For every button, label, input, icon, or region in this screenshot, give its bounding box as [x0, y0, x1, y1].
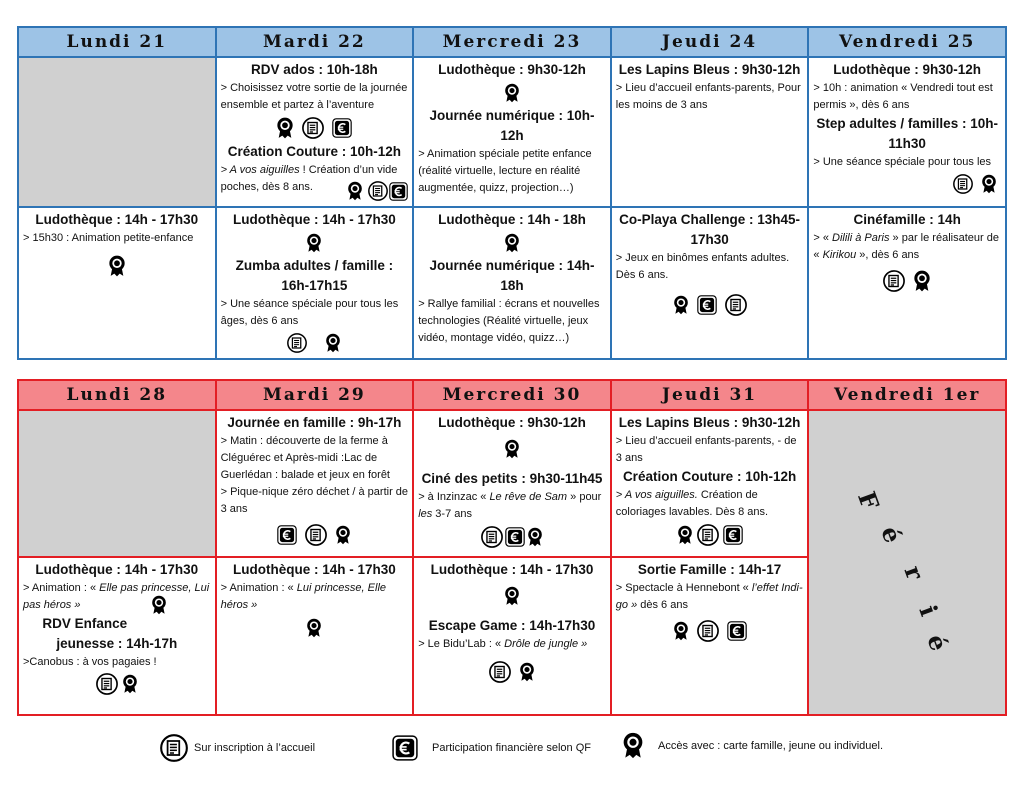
registration-form-icon: [697, 620, 719, 642]
cell-mercredi-30-afternoon: [413, 557, 611, 715]
cell-lundi-28-afternoon: [18, 557, 216, 715]
event-icons: [418, 586, 606, 606]
membership-badge-icon: [504, 439, 520, 459]
event-icons: [418, 83, 606, 103]
event-icons: [418, 439, 606, 459]
event-description: > à Inzinzac « Le rêve de Sam » pour les 3-7 ans: [418, 491, 602, 520]
event-title: Step adultes / familles : 10h-11h30: [816, 116, 998, 151]
euro-icon: [505, 527, 525, 547]
event-description: > Choisissez votre sortie de la journée ensemble et partez à l’aventure: [220, 82, 408, 111]
event-icons: [221, 333, 409, 353]
legend-inscription-label: Sur inscription à l’accueil: [194, 742, 316, 754]
event-title: Ludothèque : 9h30-12h: [833, 62, 982, 77]
day-header-mardi-22: Mardi 22: [216, 27, 414, 57]
event-description: > 15h30 : Animation petite-enfance: [23, 232, 194, 244]
cell-mercredi-30-morning: [413, 410, 611, 557]
membership-badge-icon: [108, 255, 126, 277]
event-icons: [616, 524, 804, 546]
membership-badge-icon: [981, 174, 997, 194]
holiday-letter: i: [913, 601, 944, 620]
event-icons: [23, 255, 211, 277]
membership-badge-icon: [527, 527, 543, 547]
event-title: Co-Playa Challenge : 13h45-17h30: [619, 212, 800, 247]
event-title: Ludothèque : 9h30-12h: [438, 415, 586, 430]
event-title: Escape Game : 14h-17h30: [428, 618, 596, 633]
holiday-letter: é: [921, 630, 954, 655]
membership-badge-icon: [673, 621, 689, 641]
euro-icon: [332, 118, 352, 138]
cell-mercredi-23-afternoon: [413, 207, 611, 359]
event-title: Ludothèque : 14h - 17h30: [35, 562, 199, 577]
event-icons: [221, 117, 409, 139]
event-title: Sortie Famille : 14h-17: [637, 562, 782, 577]
day-header-mardi-29: Mardi 29: [216, 380, 414, 410]
event-title: Création Couture : 10h-12h: [622, 469, 797, 484]
cell-vendredi-25-afternoon: [808, 207, 1006, 359]
day-header-lundi-21: Lundi 21: [18, 27, 216, 57]
event-description: > Spectacle à Hennebont « l’effet Indi-go » dès 6 ans: [615, 582, 803, 611]
event-title: Journée numérique : 10h-12h: [429, 108, 595, 143]
event-description: > Le Bidu’Lab : « Drôle de jungle »: [418, 638, 588, 650]
event-description: > Matin : découverte de la ferme à Cléguérec et Après-midi :Lac de Guerlédan : balade et jeux en forêt: [220, 435, 390, 481]
day-header-jeudi-24: Jeudi 24: [611, 27, 809, 57]
event-title: RDV ados : 10h-18h: [251, 62, 378, 77]
membership-badge-icon: [504, 83, 520, 103]
membership-badge-icon: [504, 586, 520, 606]
registration-form-icon: [160, 734, 188, 762]
event-description: > Une séance spéciale pour tous les: [813, 156, 992, 168]
week1-header-row: [18, 27, 1006, 57]
legend-participation: [392, 735, 591, 761]
day-header-mercredi-30: Mercredi 30: [413, 380, 611, 410]
cell-lundi-21-afternoon: [18, 207, 216, 359]
membership-badge-icon: [335, 525, 351, 545]
week2-header-row: [18, 380, 1006, 410]
cell-jeudi-24-morning: [611, 57, 809, 207]
membership-badge-icon: [913, 270, 931, 292]
cell-mardi-29-afternoon: [216, 557, 414, 715]
day-header-lundi-28: Lundi 28: [18, 380, 216, 410]
cell-lundi-28-morning-empty: [18, 410, 216, 557]
event-title: Création Couture : 10h-12h: [227, 144, 402, 159]
cell-mardi-29-morning: [216, 410, 414, 557]
membership-badge-icon: [677, 525, 693, 545]
registration-form-icon: [489, 661, 511, 683]
event-title: Ludothèque : 14h - 17h30: [430, 562, 594, 577]
registration-form-icon: [481, 526, 503, 548]
event-title: Ludothèque : 14h - 17h30: [35, 212, 199, 227]
event-icons: [23, 673, 211, 695]
registration-form-icon: [883, 270, 905, 292]
day-header-vendredi-25: Vendredi 25: [808, 27, 1006, 57]
membership-badge-icon: [151, 595, 167, 615]
week1-morning-row: [18, 57, 1006, 207]
membership-badge-icon: [122, 674, 138, 694]
event-description: > Animation : « Lui princesse, Elle héros »: [220, 582, 387, 611]
event-icons: [221, 233, 409, 253]
euro-icon: [727, 621, 747, 641]
event-icons: [616, 294, 804, 316]
cell-mardi-22-morning: [216, 57, 414, 207]
registration-form-icon: [287, 333, 307, 353]
euro-icon: [723, 525, 743, 545]
membership-badge-icon: [306, 618, 322, 638]
event-description: > Rallye familial : écrans et nouvelles technologies (Réalité virtuelle, jeux vidéo, montage vidéo, quizz…): [418, 298, 600, 344]
cell-vendredi-25-morning: [808, 57, 1006, 207]
event-icons: [616, 620, 804, 642]
event-description: >Canobus : à vos pagaies !: [23, 656, 157, 668]
cell-mardi-22-afternoon: [216, 207, 414, 359]
event-title: Ludothèque : 14h - 18h: [438, 212, 586, 227]
holiday-letter: F: [851, 487, 886, 514]
week1-afternoon-row: [18, 207, 1006, 359]
euro-icon: [392, 735, 418, 761]
day-header-vendredi-1er: Vendredi 1er: [808, 380, 1006, 410]
event-title: Zumba adultes / famille : 16h-17h15: [235, 258, 394, 293]
registration-form-icon: [697, 524, 719, 546]
registration-form-icon: [953, 174, 973, 194]
event-description: > Animation spéciale petite enfance (réalité virtuelle, lecture en réalité augmentée, quizz, projection…): [418, 148, 592, 194]
membership-badge-icon: [325, 333, 341, 353]
event-title: Cinéfamille : 14h: [853, 212, 961, 227]
holiday-letter: é: [875, 522, 908, 547]
membership-badge-icon: [519, 662, 535, 682]
event-title: Les Lapins Bleus : 9h30-12h: [618, 62, 801, 77]
cell-jeudi-31-afternoon: [611, 557, 809, 715]
membership-badge-icon: [306, 233, 322, 253]
holiday-letter: r: [898, 561, 931, 584]
event-icons: [813, 270, 1001, 292]
event-description: > Animation : « Elle pas princesse, Lui pas héros »: [23, 580, 211, 614]
event-description: > 10h : animation « Vendredi tout est permis », dès 6 ans: [813, 82, 993, 111]
day-header-mercredi-23: Mercredi 23: [413, 27, 611, 57]
cell-jeudi-24-afternoon: [611, 207, 809, 359]
event-title: Les Lapins Bleus : 9h30-12h: [618, 415, 801, 430]
cell-jeudi-31-morning: [611, 410, 809, 557]
event-title: RDV Enfance jeunesse : 14h-17h: [42, 616, 178, 651]
event-description: > A vos aiguilles. Création de coloriages lavables. Dès 8 ans.: [615, 489, 769, 518]
legend-acces-label: Accès avec : carte famille, jeune ou individuel.: [658, 739, 884, 752]
event-icons: [418, 233, 606, 253]
event-icons: [418, 526, 606, 548]
event-title: Ludothèque : 14h - 17h30: [233, 212, 396, 227]
registration-form-icon: [725, 294, 747, 316]
euro-icon: [697, 295, 717, 315]
event-description: > Pique-nique zéro déchet / à partir de 3 ans: [220, 486, 409, 515]
legend-participation-label: Participation financière selon QF: [432, 742, 591, 754]
euro-icon: [389, 182, 408, 201]
event-icons: [418, 661, 606, 683]
registration-form-icon: [368, 181, 388, 201]
membership-badge-icon: [347, 181, 363, 201]
membership-badge-icon: [673, 295, 689, 315]
registration-form-icon: [305, 524, 327, 546]
event-icons: [813, 174, 1001, 194]
membership-badge-icon: [504, 233, 520, 253]
event-title: Ludothèque : 9h30-12h: [438, 62, 586, 77]
event-description: > A vos aiguilles ! Création d’un vide poches, dès 8 ans.: [221, 162, 409, 196]
event-description: > Jeux en binômes enfants adultes. Dès 6 ans.: [615, 252, 790, 281]
legend-inscription: [160, 734, 315, 762]
legend: [0, 734, 1024, 764]
event-title: Journée numérique : 14h-18h: [429, 258, 595, 293]
registration-form-icon: [302, 117, 324, 139]
registration-form-icon: [96, 673, 118, 695]
event-title: Journée en famille : 9h-17h: [227, 415, 402, 430]
membership-badge-icon: [276, 117, 294, 139]
event-description: > Une séance spéciale pour tous les âges, dès 6 ans: [220, 298, 399, 327]
event-icons: [221, 618, 409, 638]
event-title: Ciné des petits : 9h30-11h45: [421, 471, 603, 486]
legend-acces: [622, 732, 883, 759]
membership-badge-icon: [622, 732, 644, 759]
event-icons: [221, 524, 409, 546]
euro-icon: [277, 525, 297, 545]
cell-lundi-21-morning-empty: [18, 57, 216, 207]
event-description: > « Dilili à Paris » par le réalisateur de « Kirikou », dès 6 ans: [813, 232, 999, 261]
event-description: > Lieu d’accueil enfants-parents, Pour les moins de 3 ans: [615, 82, 801, 111]
event-title: Ludothèque : 14h - 17h30: [233, 562, 396, 577]
week1-calendar: [17, 26, 1007, 360]
event-description: > Lieu d’accueil enfants-parents, - de 3 ans: [615, 435, 797, 464]
day-header-jeudi-31: Jeudi 31: [611, 380, 809, 410]
cell-mercredi-23-morning: [413, 57, 611, 207]
holiday-label: [850, 478, 980, 678]
